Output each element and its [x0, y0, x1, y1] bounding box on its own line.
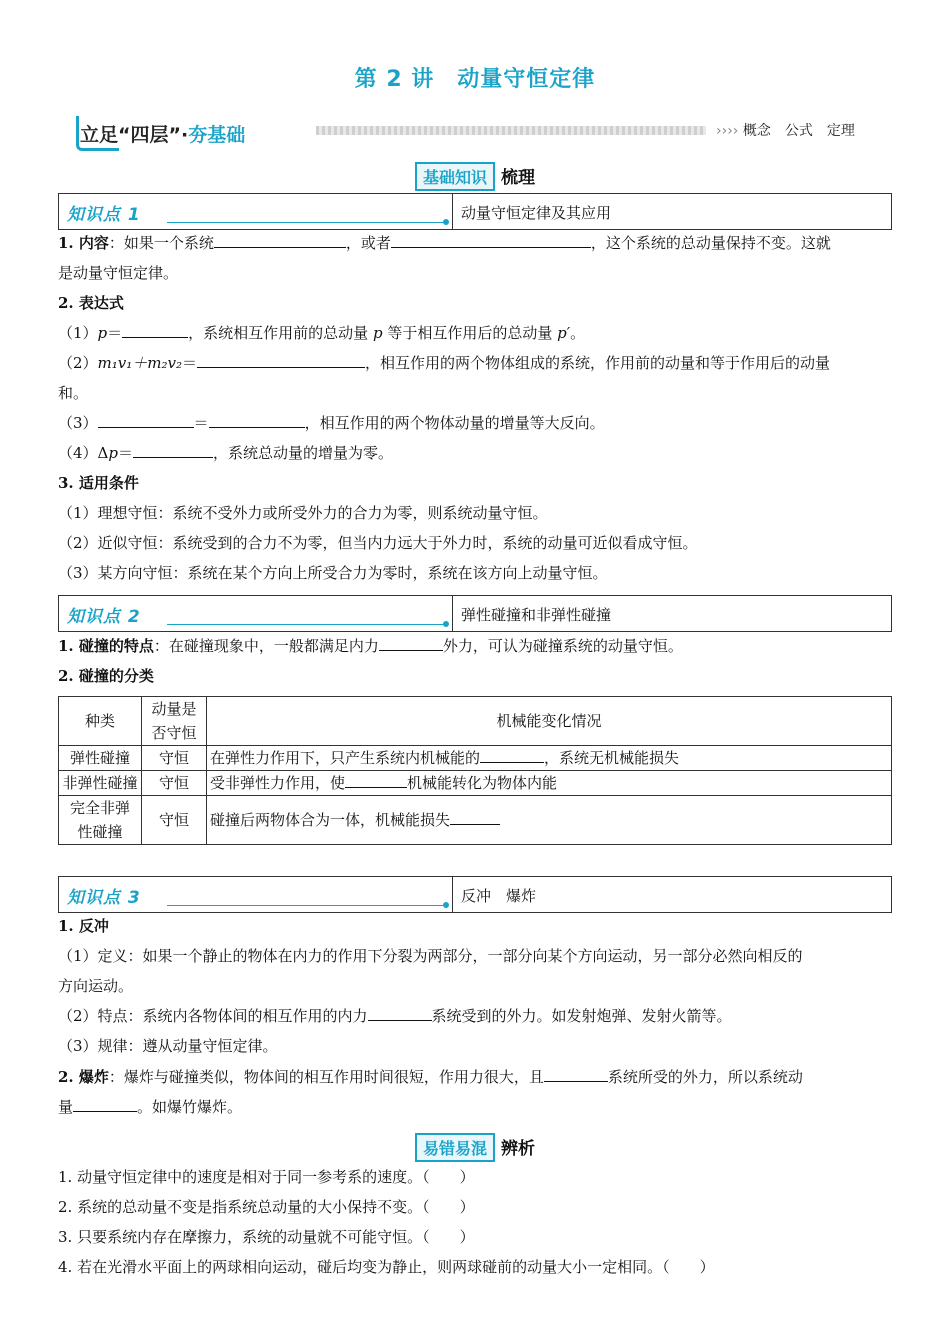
- table-cell: 受非弹性力作用，使 机械能转化为物体内能: [207, 771, 892, 796]
- text-line: （3） ＝ ，相互作用的两个物体动量的增量等大反向。: [58, 414, 605, 432]
- kp-label: 知识点 2: [67, 607, 141, 627]
- table-cell: 守恒: [142, 771, 207, 796]
- text-line: 1. 内容：如果一个系统 ，或者 ，这个系统的总动量保持不变。这就: [58, 234, 831, 252]
- text-line: 1. 碰撞的特点：在碰撞现象中，一般都满足内力 外力，可认为碰撞系统的动量守恒。: [58, 637, 683, 655]
- banner-logo: 立足“四层”·夯基础: [80, 124, 246, 146]
- section-heading-basics: 基础知识 梳理: [0, 162, 950, 191]
- header-cell: 种类: [59, 697, 142, 746]
- dot-icon: [443, 902, 449, 908]
- text-line: 方向运动。: [58, 977, 134, 995]
- table-cell: 弹性碰撞: [59, 746, 142, 771]
- text-line: 和。: [58, 384, 89, 402]
- header-cell: 动量是 否守恒: [142, 697, 207, 746]
- knowledge-point-1: [58, 193, 892, 230]
- table-row: [59, 796, 892, 845]
- text-line: 2. 表达式: [58, 294, 124, 312]
- text-line: （2）m₁v₁＋m₂v₂＝ ，相互作用的两个物体组成的系统，作用前的动量和等于作用后的动量: [58, 354, 831, 372]
- text-line: （1）p＝ ，系统相互作用前的总动量 p 等于相互作用后的总动量 p′。: [58, 324, 586, 342]
- question-item: 2. 系统的总动量不变是指系统总动量的大小保持不变。（ ）: [58, 1198, 475, 1216]
- text-line: 量 。如爆竹爆炸。: [58, 1098, 243, 1116]
- text-line: （2）近似守恒：系统受到的合力不为零，但当内力远大于外力时，系统的动量可近似看成守恒。: [58, 534, 698, 552]
- header-cell: 机械能变化情况: [207, 697, 892, 746]
- dot-icon: [443, 621, 449, 627]
- text-line: （4）Δp＝ ，系统总动量的增量为零。: [58, 444, 394, 462]
- text-line: （2）特点：系统内各物体间的相互作用的内力 系统受到的外力。如发射炮弹、发射火箭等。: [58, 1007, 732, 1025]
- banner: [76, 116, 896, 150]
- table-cell: 在弹性力作用下，只产生系统内机械能的 ，系统无机械能损失: [207, 746, 892, 771]
- table-row: [59, 771, 892, 796]
- text-line: 2. 爆炸：爆炸与碰撞类似，物体间的相互作用时间很短，作用力很大，且 系统所受的外力，所以系统动: [58, 1068, 803, 1086]
- banner-tags: ›››› 概念 公式 定理: [716, 123, 855, 139]
- text-line: （1）定义：如果一个静止的物体在内力的作用下分裂为两部分，一部分向某个方向运动，另一部分必然向相反的: [58, 947, 803, 965]
- text-line: （3）某方向守恒：系统在某个方向上所受合力为零时，系统在该方向上动量守恒。: [58, 564, 608, 582]
- question-item: 3. 只要系统内存在摩擦力，系统的动量就不可能守恒。（ ）: [58, 1228, 475, 1246]
- text-line: 是动量守恒定律。: [58, 264, 179, 282]
- knowledge-point-3: [58, 876, 892, 913]
- text-line: 3. 适用条件: [58, 474, 139, 492]
- kp-topic: 反冲 爆炸: [461, 887, 537, 905]
- table-cell: 完全非弹 性碰撞: [59, 796, 142, 845]
- text-line: 2. 碰撞的分类: [58, 667, 154, 685]
- table-cell: 守恒: [142, 796, 207, 845]
- text-line: （3）规律：遵从动量守恒定律。: [58, 1037, 278, 1055]
- kp-label: 知识点 1: [67, 205, 141, 225]
- section-heading-mistakes: 易错易混 辨析: [0, 1133, 950, 1162]
- dot-icon: [443, 219, 449, 225]
- knowledge-point-2: [58, 595, 892, 632]
- question-item: 4. 若在光滑水平面上的两球相向运动，碰后均变为静止，则两球碰前的动量大小一定相同。（ ）: [58, 1258, 715, 1276]
- table-row: [59, 746, 892, 771]
- collision-table: [58, 696, 892, 845]
- table-cell: 守恒: [142, 746, 207, 771]
- table-cell: 碰撞后两物体合为一体，机械能损失: [207, 796, 892, 845]
- text-line: 1. 反冲: [58, 917, 109, 935]
- table-cell: 非弹性碰撞: [59, 771, 142, 796]
- page-title: 第 2 讲 动量守恒定律: [354, 67, 596, 92]
- table-row: [59, 697, 892, 746]
- kp-topic: 动量守恒定律及其应用: [461, 204, 612, 222]
- chevrons-icon: ››››: [716, 123, 739, 139]
- kp-label: 知识点 3: [67, 888, 141, 908]
- text-line: （1）理想守恒：系统不受外力或所受外力的合力为零，则系统动量守恒。: [58, 504, 548, 522]
- kp-topic: 弹性碰撞和非弹性碰撞: [461, 606, 612, 624]
- question-item: 1. 动量守恒定律中的速度是相对于同一参考系的速度。（ ）: [58, 1168, 475, 1186]
- banner-bar: [316, 126, 706, 135]
